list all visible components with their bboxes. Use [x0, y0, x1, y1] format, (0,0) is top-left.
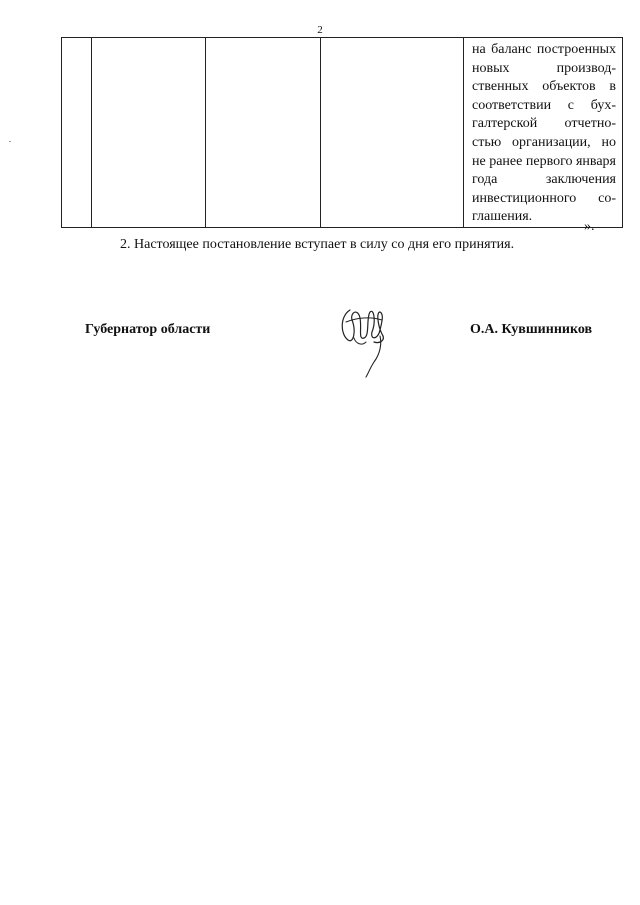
signatory-title: Губернатор области	[85, 322, 211, 337]
paragraph-2: 2. Настоящее постановление вступает в силу со дня его принятия.	[120, 237, 515, 252]
scan-artifact	[9, 141, 11, 142]
handwritten-signature	[336, 300, 392, 380]
table-cell-text: на баланс построенных новых производственных объектов в соответствии с бухгалтерской отчетностью организации, но не ранее первого января года заключения инвестиционного соглашения.	[472, 42, 616, 225]
page-number: 2	[317, 24, 323, 36]
content-table	[61, 37, 623, 228]
table-cell-col2	[92, 38, 206, 228]
table-cell-col4	[321, 38, 464, 228]
table-row	[62, 38, 623, 228]
signatory-name: О.А. Кувшинников	[470, 322, 593, 337]
closing-quote: ».	[584, 219, 595, 234]
table-cell-number	[62, 38, 92, 228]
table-cell-col5	[464, 38, 623, 228]
table-cell-col3	[206, 38, 321, 228]
